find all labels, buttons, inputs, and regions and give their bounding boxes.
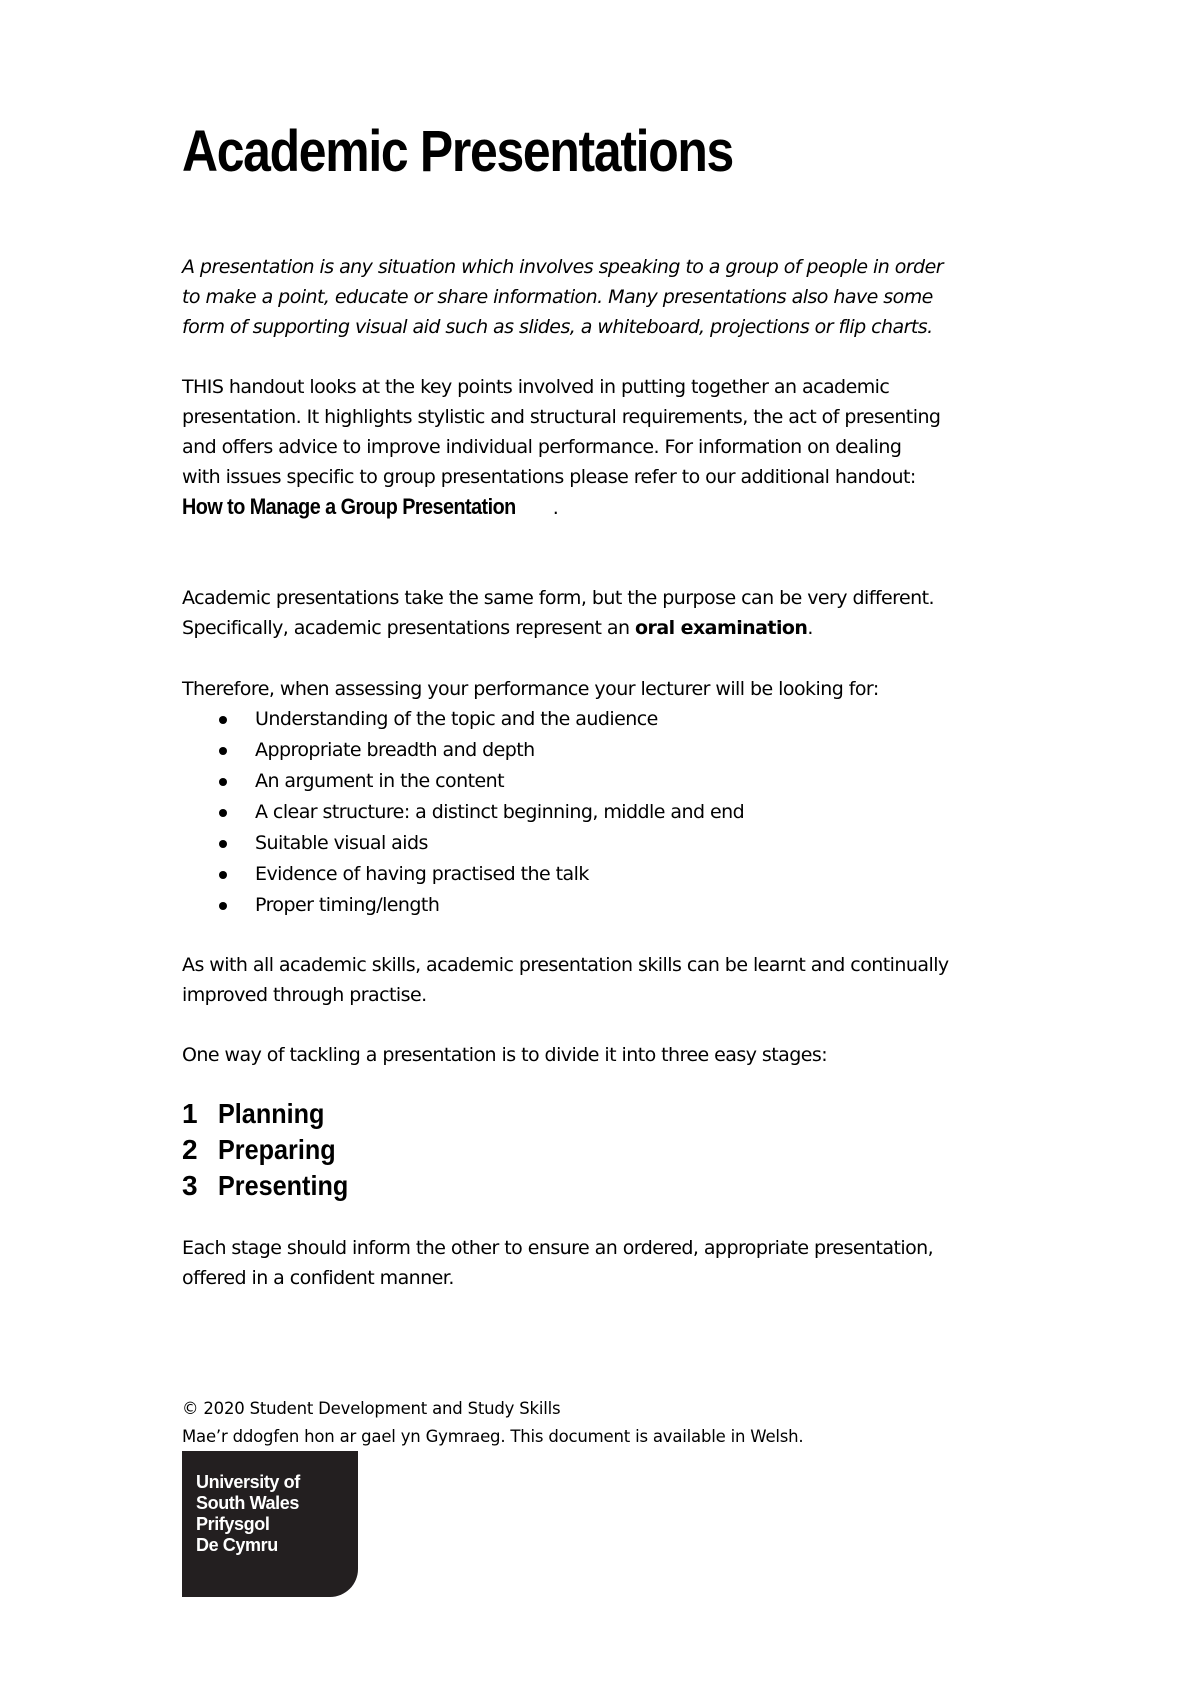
- handout-paragraph: [182, 372, 1042, 523]
- related-handout-title: How to Manage a Group Presentation: [182, 494, 516, 519]
- criteria-item-label: Evidence of having practised the talk: [255, 863, 589, 885]
- criteria-item-label: Appropriate breadth and depth: [255, 739, 535, 761]
- stage-number: 1: [182, 1098, 198, 1129]
- stage-label: Planning: [218, 1098, 325, 1129]
- stage-item: [182, 1096, 363, 1132]
- form-paragraph-end: .: [807, 617, 813, 639]
- stage-label: Presenting: [218, 1170, 349, 1201]
- bullet-icon: [219, 840, 227, 848]
- stage-item: [182, 1168, 363, 1204]
- copyright-notice: © 2020 Student Development and Study Skills: [182, 1399, 561, 1418]
- stage-number: 3: [182, 1170, 198, 1201]
- footer: [182, 1395, 803, 1451]
- logo-line: De Cymru: [196, 1535, 278, 1555]
- list-item: [182, 859, 744, 890]
- form-paragraph: [182, 583, 1042, 643]
- criteria-item-label: Understanding of the topic and the audience: [255, 708, 658, 730]
- list-item: [182, 797, 744, 828]
- bullet-icon: [219, 809, 227, 817]
- list-item: [182, 766, 744, 797]
- bullet-icon: [219, 778, 227, 786]
- stage-label: Preparing: [218, 1134, 336, 1165]
- stage-number: 2: [182, 1134, 198, 1165]
- handout-paragraph-text: THIS handout looks at the key points involved in putting together an academic presentation. It highlights stylistic and structural requirements, the act of presenting and offers advice to improve individual performance. For information on dealing with issues specific to group presentations please refer to our additional handout:: [182, 376, 941, 488]
- logo-line: Prifysgol: [196, 1514, 270, 1534]
- bullet-icon: [219, 902, 227, 910]
- document-title: Academic Presentations: [182, 119, 734, 184]
- list-item: [182, 890, 744, 921]
- bullet-icon: [219, 747, 227, 755]
- criteria-item-label: Proper timing/length: [255, 894, 440, 916]
- criteria-item-label: Suitable visual aids: [255, 832, 428, 854]
- university-logo: [182, 1451, 358, 1597]
- welsh-availability-notice: Mae’r ddogfen hon ar gael yn Gymraeg. This document is available in Welsh.: [182, 1427, 804, 1446]
- skills-paragraph: As with all academic skills, academic presentation skills can be learnt and continually improved through practise.: [182, 954, 949, 1006]
- criteria-item-label: A clear structure: a distinct beginning, middle and end: [255, 801, 745, 823]
- form-paragraph-text: Academic presentations take the same form, but the purpose can be very different. Specifically, academic presentations represent an: [182, 587, 935, 639]
- intro-paragraph: A presentation is any situation which involves speaking to a group of people in order to make a point, educate or share information. Many presentations also have some form of supporting visual aid such as slides, a whiteboard, projections or flip charts.: [182, 256, 943, 338]
- logo-line: South Wales: [196, 1493, 299, 1513]
- stages-list: [182, 1096, 363, 1204]
- list-item: [182, 735, 744, 766]
- related-handout-punct: .: [552, 497, 559, 519]
- list-item: [182, 828, 744, 859]
- bullet-icon: [219, 716, 227, 724]
- oral-examination-emphasis: oral examination: [635, 617, 808, 639]
- stage-item: [182, 1132, 363, 1168]
- bullet-icon: [219, 871, 227, 879]
- assessment-intro: Therefore, when assessing your performance your lecturer will be looking for:: [182, 678, 879, 700]
- closing-paragraph: Each stage should inform the other to ensure an ordered, appropriate presentation, offered in a confident manner.: [182, 1237, 934, 1289]
- list-item: [182, 704, 744, 735]
- criteria-list: [182, 704, 744, 921]
- stages-intro: One way of tackling a presentation is to divide it into three easy stages:: [182, 1044, 828, 1066]
- logo-text: [196, 1472, 300, 1556]
- criteria-item-label: An argument in the content: [255, 770, 505, 792]
- logo-line: University of: [196, 1472, 300, 1492]
